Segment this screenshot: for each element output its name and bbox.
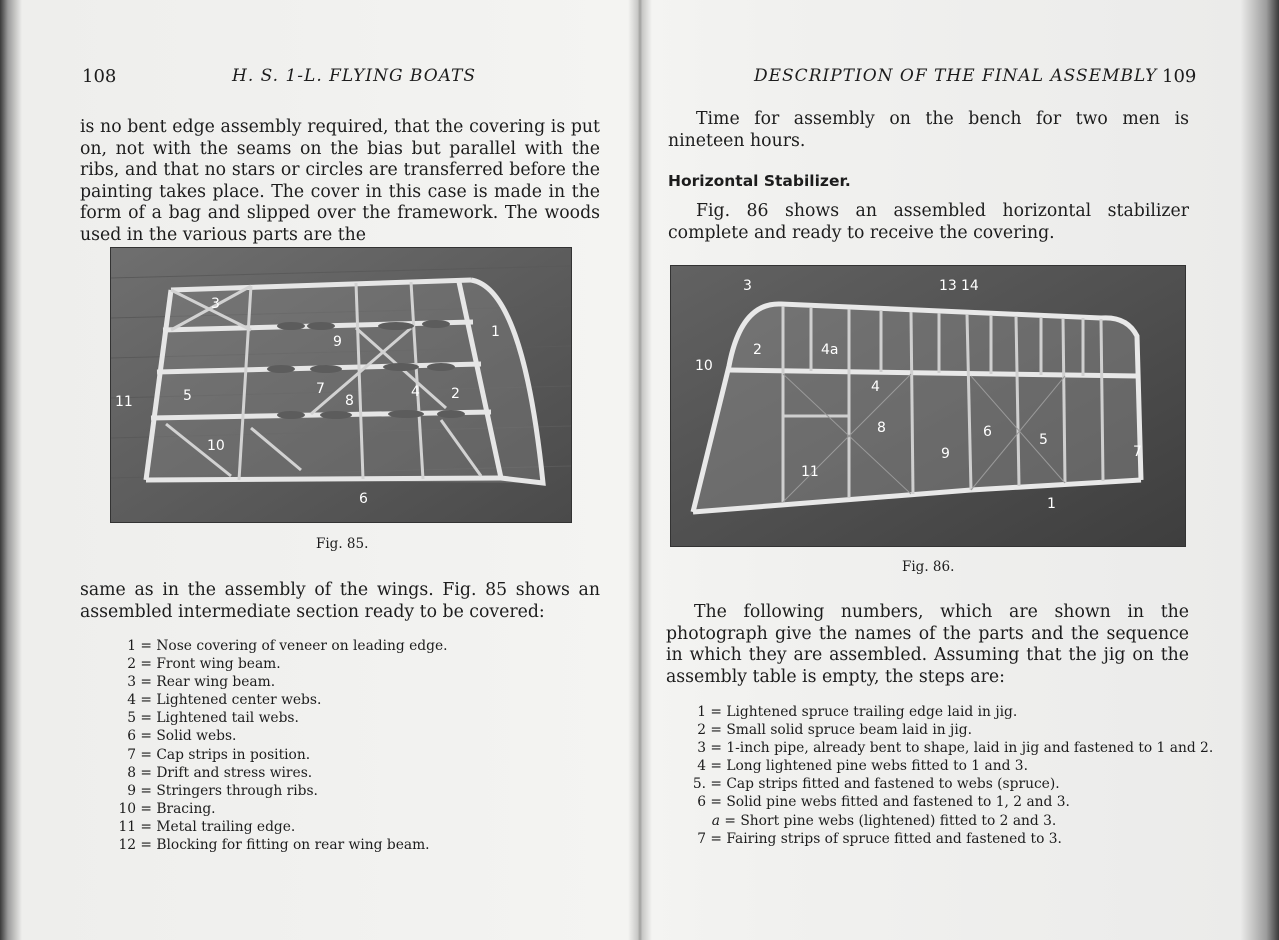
steps-legend — [688, 703, 1213, 848]
legend-item: 6 = Solid webs. — [127, 728, 237, 745]
callout: 6 — [359, 491, 368, 507]
figure-caption: Fig. 85. — [316, 536, 369, 552]
callout: 3 — [211, 296, 220, 312]
callout: 8 — [877, 420, 886, 436]
callout: 1 — [491, 324, 500, 340]
figure-86-photo — [670, 265, 1186, 547]
right-page — [640, 0, 1279, 940]
legend-item: 2 = Small solid spruce beam laid in jig. — [697, 722, 972, 739]
parts-legend — [110, 637, 448, 854]
callout: 4 — [871, 379, 880, 395]
callout: 2 — [451, 386, 460, 402]
legend-item: 10 = Bracing. — [118, 800, 216, 817]
section-heading: Horizontal Stabilizer. — [668, 172, 851, 190]
page-number: 109 — [1162, 66, 1197, 87]
legend-item: 7 = Cap strips in position. — [127, 746, 311, 763]
legend-item: 3 = Rear wing beam. — [127, 674, 276, 691]
figure-85-photo — [110, 247, 572, 523]
callout: 6 — [983, 424, 992, 440]
body-paragraph: The following numbers, which are shown in the photograph give the names of the parts and the sequence in which they are assembled. Assuming that the jig on the assembly table is empty, the steps are: — [666, 602, 1189, 687]
callout: 5 — [183, 388, 192, 404]
legend-item: 1 = Nose covering of veneer on leading edge. — [127, 638, 448, 654]
callout: 9 — [333, 334, 342, 350]
running-head: H. S. 1-L. FLYING BOATS — [232, 66, 477, 86]
legend-item: 8 = Drift and stress wires. — [127, 764, 313, 781]
figure-caption: Fig. 86. — [902, 559, 955, 575]
callout: 10 — [695, 358, 713, 374]
callout: 11 — [801, 464, 819, 480]
callout: 1 — [1047, 496, 1056, 512]
legend-item: 11 = Metal trailing edge. — [118, 818, 296, 835]
callout: 9 — [941, 446, 950, 462]
callout: 2 — [753, 342, 762, 358]
callout: 4a — [821, 342, 839, 358]
callout: 3 — [743, 278, 752, 294]
body-paragraph: Fig. 86 shows an assembled horizontal stabilizer complete and ready to receive the covering. — [668, 201, 1189, 243]
legend-item: 7 = Fairing strips of spruce fitted and fastened to 3. — [697, 830, 1062, 847]
callout: 7 — [1133, 444, 1142, 460]
legend-item: a = Short pine webs (lightened) fitted to 2 and 3. — [711, 812, 1057, 829]
page-number: 108 — [82, 66, 117, 87]
callout: 11 — [115, 394, 133, 410]
callout: 4 — [411, 384, 420, 400]
legend-item: 2 = Front wing beam. — [127, 656, 281, 673]
legend-item: 5 = Lightened tail webs. — [127, 710, 299, 727]
running-head: DESCRIPTION OF THE FINAL ASSEMBLY — [754, 66, 1158, 86]
legend-item: 12 = Blocking for fitting on rear wing beam. — [118, 837, 430, 854]
callout: 8 — [345, 393, 354, 409]
callout: 5 — [1039, 432, 1048, 448]
callout: 7 — [316, 381, 325, 397]
body-paragraph: is no bent edge assembly required, that the covering is put on, not with the seams on the bias but parallel with the ribs, and that no stars or circles are transferred before the painting takes place. The cover in this case is made in the form of a bag and slipped over the framework. The woods used in the various parts are the — [80, 117, 600, 245]
legend-item: 6 = Solid pine webs fitted and fastened to 1, 2 and 3. — [697, 794, 1070, 811]
body-paragraph: Time for assembly on the bench for two men is nineteen hours. — [668, 109, 1189, 151]
body-paragraph: same as in the assembly of the wings. Fig. 85 shows an assembled intermediate section ready to be covered: — [80, 580, 600, 622]
legend-item: 1 = Lightened spruce trailing edge laid in jig. — [697, 704, 1018, 720]
callout: 13 — [939, 278, 957, 294]
legend-item: 4 = Long lightened pine webs fitted to 1 and 3. — [697, 758, 1028, 775]
legend-item: 3 = 1-inch pipe, already bent to shape, laid in jig and fastened to 1 and 2. — [697, 740, 1214, 757]
callout: 10 — [207, 438, 225, 454]
legend-item: 5. = Cap strips fitted and fastened to webs (spruce). — [692, 776, 1060, 793]
legend-item: 9 = Stringers through ribs. — [127, 782, 318, 799]
legend-item: 4 = Lightened center webs. — [127, 692, 322, 709]
callout: 14 — [961, 278, 979, 294]
